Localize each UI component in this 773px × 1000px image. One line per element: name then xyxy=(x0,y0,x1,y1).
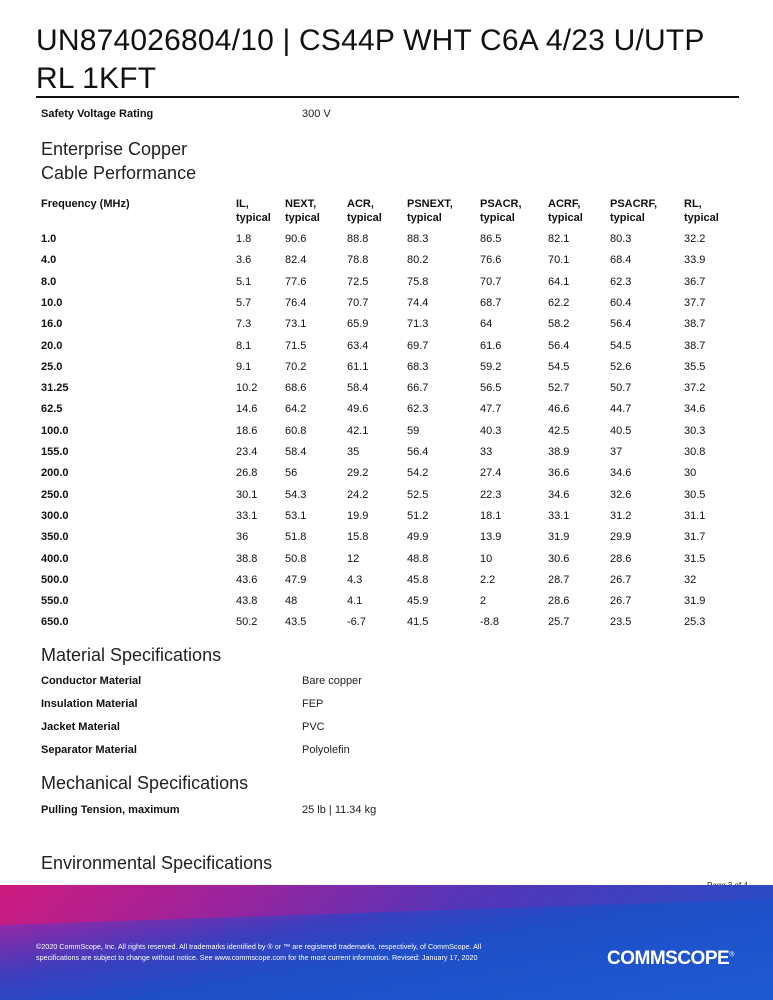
table-cell: 54.3 xyxy=(285,488,307,501)
table-cell: 4.3 xyxy=(347,573,363,586)
table-cell: 34.6 xyxy=(610,467,632,480)
table-cell: 62.3 xyxy=(610,275,632,288)
table-cell: 30.6 xyxy=(548,552,570,565)
material-section-title: Material Specifications xyxy=(41,645,222,665)
performance-title-line1: Enterprise Copper xyxy=(41,139,188,159)
spec-value: 25 lb | 11.34 kg xyxy=(302,804,377,816)
table-cell: 78.8 xyxy=(347,254,369,267)
spec-label: Insulation Material xyxy=(41,698,138,710)
table-cell: 34.6 xyxy=(684,403,706,416)
table-cell: 27.4 xyxy=(480,467,502,480)
table-cell: 61.6 xyxy=(480,339,502,352)
table-cell: 63.4 xyxy=(347,339,369,352)
table-cell: 43.5 xyxy=(285,616,307,629)
frequency-cell: 250.0 xyxy=(41,488,69,501)
table-cell: 38.8 xyxy=(236,552,258,565)
column-header: IL, typical xyxy=(236,198,271,224)
table-cell: 31.1 xyxy=(684,509,706,522)
table-cell: 46.6 xyxy=(548,403,570,416)
frequency-cell: 100.0 xyxy=(41,424,69,437)
table-cell: 31.7 xyxy=(684,531,706,544)
table-cell: 37.7 xyxy=(684,296,706,309)
table-cell: 58.4 xyxy=(347,382,369,395)
table-cell: 54.5 xyxy=(610,339,632,352)
table-cell: 68.6 xyxy=(285,382,307,395)
table-cell: 49.9 xyxy=(407,531,429,544)
table-cell: 48.8 xyxy=(407,552,429,565)
table-cell: 35.5 xyxy=(684,360,706,373)
table-cell: 64.1 xyxy=(548,275,570,288)
table-cell: 68.4 xyxy=(610,254,632,267)
table-cell: 56.5 xyxy=(480,382,502,395)
table-cell: 38.7 xyxy=(684,339,706,352)
frequency-cell: 31.25 xyxy=(41,382,69,395)
title-divider xyxy=(36,96,739,98)
table-cell: -8.8 xyxy=(480,616,499,629)
table-cell: 37 xyxy=(610,446,623,458)
table-cell: 62.2 xyxy=(548,296,570,309)
performance-title-line2: Cable Performance xyxy=(41,163,197,183)
table-cell: 50.2 xyxy=(236,616,258,629)
column-header: NEXT, typical xyxy=(285,198,320,224)
table-cell: 49.6 xyxy=(347,403,369,416)
frequency-cell: 20.0 xyxy=(41,339,63,352)
table-cell: 86.5 xyxy=(480,233,502,245)
frequency-cell: 8.0 xyxy=(41,275,57,288)
table-cell: 15.8 xyxy=(347,531,369,544)
table-cell: 42.1 xyxy=(347,424,369,437)
table-cell: 2.2 xyxy=(480,573,496,586)
table-cell: 76.6 xyxy=(480,254,502,267)
footer-gradient-band xyxy=(0,885,773,925)
table-cell: 47.7 xyxy=(480,403,502,416)
table-cell: 5.7 xyxy=(236,296,252,309)
table-cell: 61.1 xyxy=(347,360,369,373)
safety-voltage-label: Safety Voltage Rating xyxy=(41,108,154,120)
frequency-cell: 200.0 xyxy=(41,467,69,480)
mechanical-section-title: Mechanical Specifications xyxy=(41,773,249,793)
table-cell: 31.9 xyxy=(684,595,706,608)
column-header: PSNEXT, typical xyxy=(407,198,453,224)
spec-value: FEP xyxy=(302,698,324,710)
performance-section-title xyxy=(41,137,196,185)
table-cell: 58.2 xyxy=(548,318,570,331)
table-cell: 29.9 xyxy=(610,531,632,544)
table-cell: 70.2 xyxy=(285,360,307,373)
frequency-cell: 500.0 xyxy=(41,573,69,586)
table-cell: 51.2 xyxy=(407,509,429,522)
table-cell: 1.8 xyxy=(236,233,252,245)
table-cell: 70.1 xyxy=(548,254,570,267)
table-cell: 28.6 xyxy=(548,595,570,608)
table-cell: 56.4 xyxy=(548,339,570,352)
column-header: RL, typical xyxy=(684,198,719,224)
table-cell: 50.7 xyxy=(610,382,632,395)
table-cell: 73.1 xyxy=(285,318,307,331)
table-cell: 10.2 xyxy=(236,382,258,395)
table-cell: 30.3 xyxy=(684,424,706,437)
table-cell: 50.8 xyxy=(285,552,307,565)
table-cell: 36.7 xyxy=(684,275,706,288)
table-cell: 28.6 xyxy=(610,552,632,565)
table-cell: 26.7 xyxy=(610,573,632,586)
frequency-cell: 350.0 xyxy=(41,531,69,544)
table-cell: 43.8 xyxy=(236,595,258,608)
frequency-cell: 1.0 xyxy=(41,233,57,245)
table-cell: 3.6 xyxy=(236,254,252,267)
column-header: PSACR, typical xyxy=(480,198,522,224)
table-cell: 56 xyxy=(285,467,298,480)
frequency-cell: 25.0 xyxy=(41,360,63,373)
frequency-cell: 62.5 xyxy=(41,403,63,416)
table-cell: 51.8 xyxy=(285,531,307,544)
table-cell: 43.6 xyxy=(236,573,258,586)
table-cell: 18.6 xyxy=(236,424,258,437)
table-cell: 32.6 xyxy=(610,488,632,501)
table-cell: 30.5 xyxy=(684,488,706,501)
table-cell: 59.2 xyxy=(480,360,502,373)
table-cell: 4.1 xyxy=(347,595,363,608)
table-cell: 38.9 xyxy=(548,446,570,458)
table-cell: 62.3 xyxy=(407,403,429,416)
table-cell: 82.1 xyxy=(548,233,570,245)
table-cell: 60.4 xyxy=(610,296,632,309)
table-cell: 74.4 xyxy=(407,296,429,309)
table-cell: 82.4 xyxy=(285,254,307,267)
spec-label: Separator Material xyxy=(41,744,137,756)
table-cell: 77.6 xyxy=(285,275,307,288)
column-header: Frequency (MHz) xyxy=(41,198,130,210)
table-cell: 33.1 xyxy=(548,509,570,522)
column-header: PSACRF, typical xyxy=(610,198,658,224)
table-cell: 69.7 xyxy=(407,339,429,352)
spec-value: PVC xyxy=(302,721,325,733)
table-cell: 23.5 xyxy=(610,616,632,629)
table-cell: 53.1 xyxy=(285,509,307,522)
table-cell: 59 xyxy=(407,424,420,437)
table-cell: 58.4 xyxy=(285,446,307,458)
table-cell: 88.3 xyxy=(407,233,429,245)
table-cell: 26.7 xyxy=(610,595,632,608)
footer xyxy=(0,885,773,1000)
table-cell: 30.8 xyxy=(684,446,706,458)
table-cell: 9.1 xyxy=(236,360,252,373)
table-cell: 52.6 xyxy=(610,360,632,373)
spec-label: Jacket Material xyxy=(41,721,120,733)
table-cell: 31.2 xyxy=(610,509,632,522)
spec-label: Conductor Material xyxy=(41,675,142,687)
safety-voltage-value: 300 V xyxy=(302,108,331,120)
table-cell: 60.8 xyxy=(285,424,307,437)
table-cell: 23.4 xyxy=(236,446,258,458)
table-cell: 30 xyxy=(684,467,697,480)
table-cell: 31.9 xyxy=(548,531,570,544)
commscope-logo xyxy=(607,948,734,970)
table-cell: 52.5 xyxy=(407,488,429,501)
table-cell: 33.1 xyxy=(236,509,258,522)
table-cell: 14.6 xyxy=(236,403,258,416)
table-cell: 7.3 xyxy=(236,318,252,331)
table-cell: 29.2 xyxy=(347,467,369,480)
table-cell: 64.2 xyxy=(285,403,307,416)
table-cell: 38.7 xyxy=(684,318,706,331)
table-cell: 18.1 xyxy=(480,509,502,522)
frequency-cell: 16.0 xyxy=(41,318,63,331)
table-cell: 41.5 xyxy=(407,616,429,629)
spec-value: Bare copper xyxy=(302,675,362,687)
table-cell: 35 xyxy=(347,446,360,458)
column-header: ACR, typical xyxy=(347,198,382,224)
table-cell: 48 xyxy=(285,595,298,608)
table-cell: 45.9 xyxy=(407,595,429,608)
table-cell: 19.9 xyxy=(347,509,369,522)
table-cell: 33 xyxy=(480,446,493,458)
table-cell: 24.2 xyxy=(347,488,369,501)
table-cell: 75.8 xyxy=(407,275,429,288)
table-cell: 68.3 xyxy=(407,360,429,373)
table-cell: 8.1 xyxy=(236,339,252,352)
table-cell: 28.7 xyxy=(548,573,570,586)
table-cell: 10 xyxy=(480,552,493,565)
table-cell: 76.4 xyxy=(285,296,307,309)
table-cell: 65.9 xyxy=(347,318,369,331)
frequency-cell: 4.0 xyxy=(41,254,57,267)
table-cell: 13.9 xyxy=(480,531,502,544)
table-cell: 52.7 xyxy=(548,382,570,395)
table-cell: 54.5 xyxy=(548,360,570,373)
frequency-cell: 650.0 xyxy=(41,616,69,629)
table-cell: 36 xyxy=(236,531,249,544)
table-cell: 80.3 xyxy=(610,233,632,245)
table-cell: 33.9 xyxy=(684,254,706,267)
table-cell: 25.7 xyxy=(548,616,570,629)
table-cell: 71.3 xyxy=(407,318,429,331)
table-cell: 44.7 xyxy=(610,403,632,416)
logo-registered-mark: ® xyxy=(729,951,734,959)
table-cell: 30.1 xyxy=(236,488,258,501)
table-cell: 34.6 xyxy=(548,488,570,501)
frequency-cell: 10.0 xyxy=(41,296,63,309)
table-cell: 88.8 xyxy=(347,233,369,245)
table-cell: 25.3 xyxy=(684,616,706,629)
spec-label: Pulling Tension, maximum xyxy=(41,804,180,816)
table-cell: 36.6 xyxy=(548,467,570,480)
table-cell: 31.5 xyxy=(684,552,706,565)
table-cell: 54.2 xyxy=(407,467,429,480)
frequency-cell: 550.0 xyxy=(41,595,69,608)
table-cell: 71.5 xyxy=(285,339,307,352)
column-header: ACRF, typical xyxy=(548,198,583,224)
frequency-cell: 400.0 xyxy=(41,552,69,565)
table-cell: 32.2 xyxy=(684,233,706,245)
table-cell: 68.7 xyxy=(480,296,502,309)
table-cell: 56.4 xyxy=(610,318,632,331)
table-cell: 22.3 xyxy=(480,488,502,501)
table-cell: 66.7 xyxy=(407,382,429,395)
table-cell: 45.8 xyxy=(407,573,429,586)
table-cell: 70.7 xyxy=(347,296,369,309)
table-cell: 64 xyxy=(480,318,493,331)
footer-legal-text: ©2020 CommScope, Inc. All rights reserved. All trademarks identified by ® or ™ are registered trademarks, respectively, of CommScope. All specifications are subject to change without notice. See www.commscope.com for the most current information. Revised: January 17, 2020 xyxy=(36,942,482,962)
table-cell: 80.2 xyxy=(407,254,429,267)
page-title: UN874026804/10 | CS44P WHT C6A 4/23 U/UTP RL 1KFT xyxy=(36,24,705,95)
table-cell: 12 xyxy=(347,552,360,565)
table-cell: 32 xyxy=(684,573,697,586)
spec-value: Polyolefin xyxy=(302,744,350,756)
table-cell: 5.1 xyxy=(236,275,252,288)
table-cell: 72.5 xyxy=(347,275,369,288)
table-cell: 90.6 xyxy=(285,233,307,245)
table-cell: 42.5 xyxy=(548,424,570,437)
table-cell: -6.7 xyxy=(347,616,366,629)
table-cell: 26.8 xyxy=(236,467,258,480)
frequency-cell: 155.0 xyxy=(41,446,69,458)
logo-text: COMMSCOPE xyxy=(607,948,730,969)
table-cell: 47.9 xyxy=(285,573,307,586)
table-cell: 56.4 xyxy=(407,446,429,458)
table-cell: 40.5 xyxy=(610,424,632,437)
environmental-section-title: Environmental Specifications xyxy=(41,853,273,873)
frequency-cell: 300.0 xyxy=(41,509,69,522)
table-cell: 40.3 xyxy=(480,424,502,437)
table-cell: 70.7 xyxy=(480,275,502,288)
table-cell: 2 xyxy=(480,595,487,608)
table-cell: 37.2 xyxy=(684,382,706,395)
